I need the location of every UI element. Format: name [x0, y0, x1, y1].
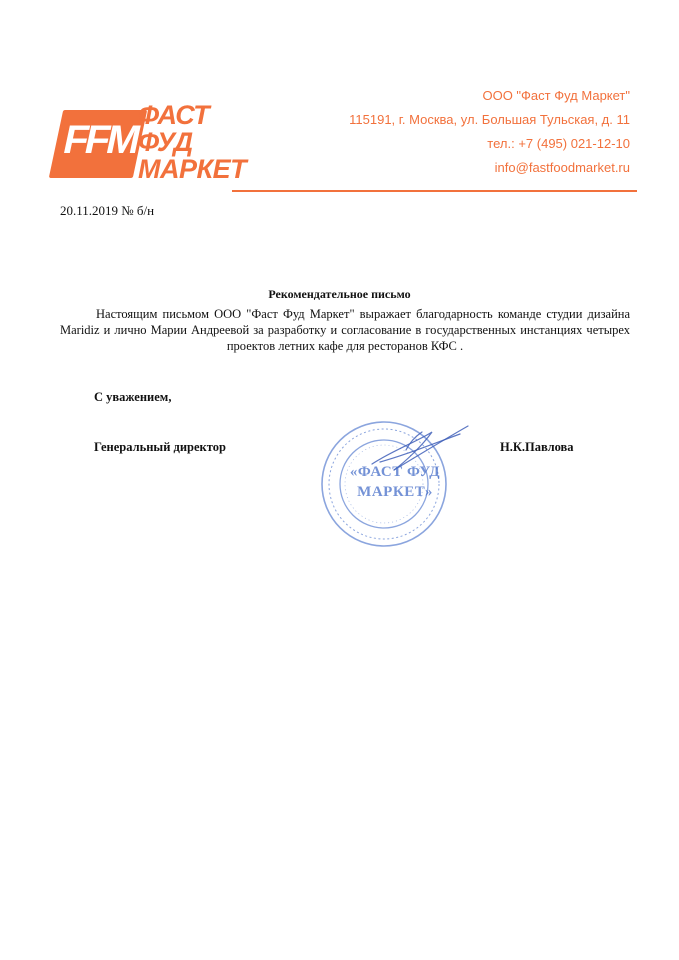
company-phone: тел.: +7 (495) 021-12-10 — [487, 136, 630, 151]
closing-regards: С уважением, — [94, 390, 172, 404]
stamp-seal-graphic — [310, 412, 472, 552]
stamp-text-line-2: МАРКЕТ» — [357, 484, 433, 500]
logo-word-2: ФУД — [138, 127, 193, 157]
body-line-2: Maridiz и лично Марии Андреевой за разработку и согласование в государственных инстанциях четырех — [60, 323, 630, 337]
company-contacts — [349, 84, 630, 180]
company-logo — [56, 102, 271, 184]
signer-position: Генеральный директор — [94, 440, 226, 454]
header-divider — [232, 190, 637, 192]
company-email: info@fastfoodmarket.ru — [494, 160, 630, 175]
logo-word-3: МАРКЕТ — [138, 154, 247, 184]
logo-word-1: ФАСТ — [138, 100, 210, 130]
stamp-text-line-1: «ФАСТ ФУД — [349, 464, 441, 480]
company-address: 115191, г. Москва, ул. Большая Тульская, д. 11 — [349, 112, 630, 127]
body-line-3: проектов летних кафе для ресторанов КФС . — [226, 339, 464, 353]
body-line-1: Настоящим письмом ООО "Фаст Фуд Маркет" выражает благодарность команде студии дизайна — [96, 307, 630, 321]
company-name: ООО "Фаст Фуд Маркет" — [482, 88, 630, 103]
letter-title: Рекомендательное письмо — [268, 287, 411, 301]
logo-mark-text: FFM — [59, 118, 142, 162]
company-stamp — [310, 412, 472, 552]
letter-body — [60, 306, 630, 354]
signer-name: Н.К.Павлова — [500, 440, 574, 454]
letter-date: 20.11.2019 № б/н — [60, 203, 155, 218]
